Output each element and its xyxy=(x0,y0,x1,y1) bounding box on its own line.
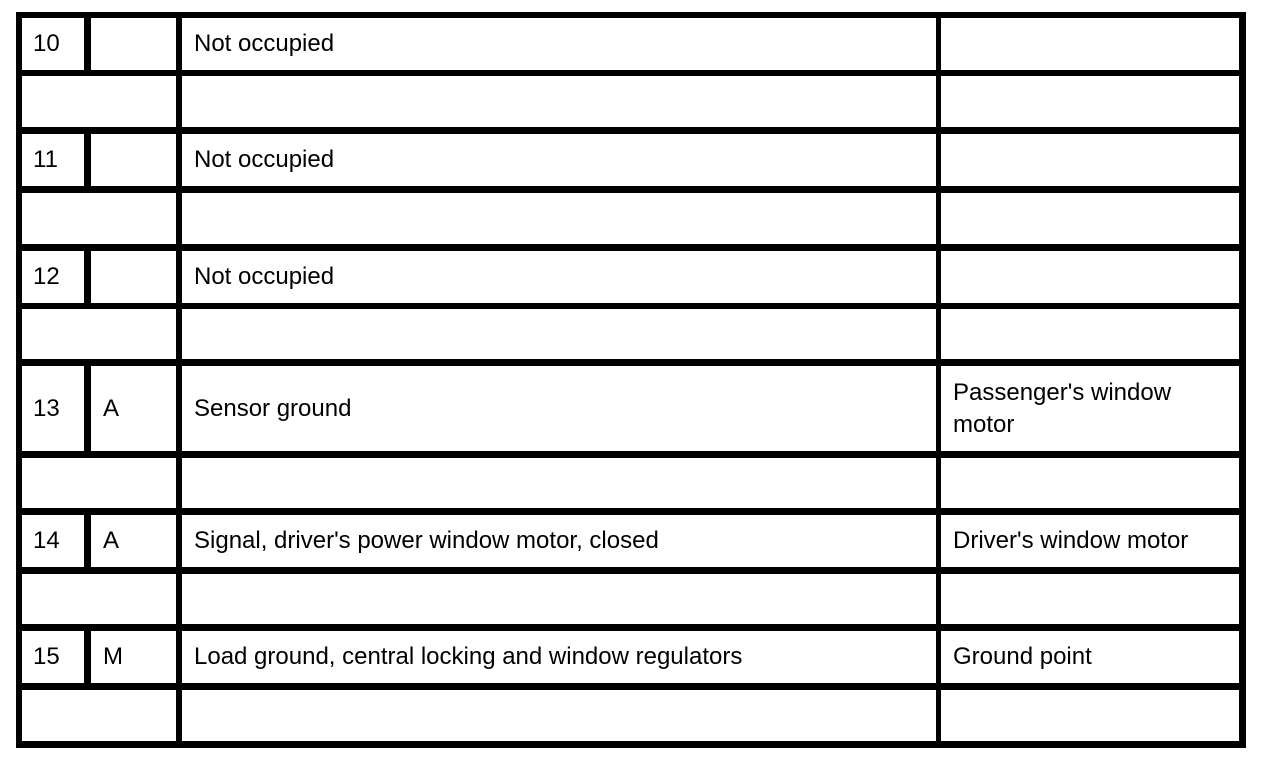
pin-number-cell: 12 xyxy=(22,251,84,303)
spacer-cell-right xyxy=(941,574,1239,624)
pin-number-cell: 13 xyxy=(22,366,84,451)
pin-number-cell: 10 xyxy=(22,18,84,70)
pin-number-cell: 15 xyxy=(22,631,84,683)
pin-number-cell: 14 xyxy=(22,515,84,567)
spacer-cell-left xyxy=(22,690,176,741)
component-cell xyxy=(941,134,1239,186)
spacer-cell-left xyxy=(22,458,176,508)
spacer-cell-middle xyxy=(182,574,936,624)
spacer-cell-left xyxy=(22,309,176,359)
spacer-cell-middle xyxy=(182,458,936,508)
code-cell: A xyxy=(91,366,176,451)
pin-number-cell: 11 xyxy=(22,134,84,186)
spacer-cell-middle xyxy=(182,309,936,359)
description-cell: Not occupied xyxy=(182,18,936,70)
pin-assignment-table xyxy=(16,12,1246,748)
spacer-cell-left xyxy=(22,76,176,127)
spacer-cell-right xyxy=(941,690,1239,741)
code-cell xyxy=(91,18,176,70)
spacer-cell-left xyxy=(22,574,176,624)
component-cell xyxy=(941,251,1239,303)
component-cell: Ground point xyxy=(941,631,1239,683)
spacer-cell-middle xyxy=(182,76,936,127)
spacer-cell-right xyxy=(941,193,1239,244)
description-cell: Load ground, central locking and window regulators xyxy=(182,631,936,683)
spacer-cell-middle xyxy=(182,193,936,244)
description-cell: Not occupied xyxy=(182,251,936,303)
spacer-cell-right xyxy=(941,309,1239,359)
spacer-cell-right xyxy=(941,458,1239,508)
code-cell: A xyxy=(91,515,176,567)
component-cell: Passenger's window motor xyxy=(941,366,1239,451)
description-cell: Signal, driver's power window motor, closed xyxy=(182,515,936,567)
spacer-cell-right xyxy=(941,76,1239,127)
component-cell: Driver's window motor xyxy=(941,515,1239,567)
code-cell xyxy=(91,251,176,303)
code-cell: M xyxy=(91,631,176,683)
spacer-cell-middle xyxy=(182,690,936,741)
code-cell xyxy=(91,134,176,186)
description-cell: Sensor ground xyxy=(182,366,936,451)
spacer-cell-left xyxy=(22,193,176,244)
component-cell xyxy=(941,18,1239,70)
description-cell: Not occupied xyxy=(182,134,936,186)
